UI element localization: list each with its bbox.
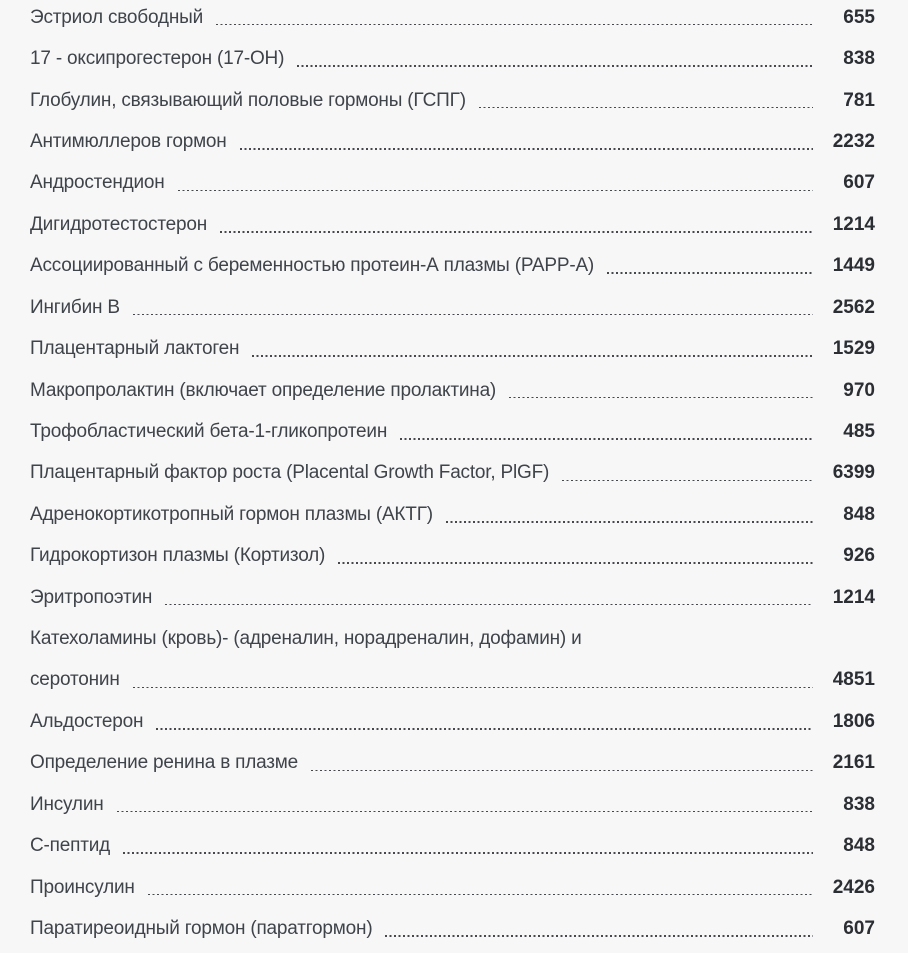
service-name: Ингибин В	[30, 296, 120, 318]
price-list-row	[30, 784, 875, 825]
price-list-row	[30, 287, 875, 328]
service-price: 607	[843, 917, 875, 939]
service-name: Ассоциированный с беременностью протеин-А плазмы (PAPP-A)	[30, 255, 595, 277]
service-price: 6399	[832, 462, 875, 484]
dotted-leader	[216, 24, 813, 26]
price-list-row	[30, 38, 875, 79]
service-name-line2: серотонин	[30, 669, 120, 691]
service-price: 781	[843, 89, 875, 111]
dotted-leader	[311, 770, 813, 772]
price-list-row	[30, 908, 875, 949]
service-name: 17 - оксипрогестерон (17-ОН)	[30, 48, 285, 70]
price-list-row	[30, 370, 875, 411]
service-name: Трофобластический бета-1-гликопротеин	[30, 420, 388, 442]
service-price: 655	[843, 6, 875, 28]
service-name: Плацентарный фактор роста (Placental Growth Factor, PlGF)	[30, 462, 550, 484]
service-name: Эритропоэтин	[30, 586, 153, 608]
service-price: 1449	[832, 255, 875, 277]
price-list-row	[30, 660, 875, 701]
service-price: 838	[843, 48, 875, 70]
service-price: 2562	[832, 296, 875, 318]
service-price: 2161	[832, 752, 875, 774]
service-price: 848	[843, 835, 875, 857]
dotted-leader	[607, 272, 813, 274]
dotted-leader	[385, 935, 813, 937]
dotted-leader	[133, 314, 813, 316]
price-list-row	[30, 701, 875, 742]
price-list-row	[30, 204, 875, 245]
service-name: Дигидротестостерон	[30, 213, 208, 235]
dotted-leader	[240, 148, 813, 150]
price-list-row	[30, 577, 875, 618]
price-list-row	[30, 328, 875, 369]
service-price: 4851	[832, 669, 875, 691]
dotted-leader	[148, 894, 813, 896]
service-name: Андростендион	[30, 172, 165, 194]
service-name: Инсулин	[30, 793, 104, 815]
dotted-leader	[338, 562, 813, 564]
dotted-leader	[509, 397, 813, 399]
dotted-leader	[220, 231, 813, 233]
price-list-row	[30, 411, 875, 452]
service-name: Макропролактин (включает определение пролактина)	[30, 379, 497, 401]
dotted-leader	[479, 107, 813, 109]
price-list-row	[30, 246, 875, 287]
price-list-row	[30, 535, 875, 576]
service-price: 1214	[832, 213, 875, 235]
dotted-leader	[446, 521, 813, 523]
service-name: Определение ренина в плазме	[30, 752, 299, 774]
price-list-row	[30, 80, 875, 121]
price-list-row	[30, 867, 875, 908]
price-list-row	[30, 0, 875, 38]
dotted-leader	[133, 687, 813, 689]
service-price: 2426	[832, 876, 875, 898]
service-name: Антимюллеров гормон	[30, 130, 227, 152]
dotted-leader	[165, 604, 813, 606]
dotted-leader	[123, 852, 813, 854]
price-list-row	[30, 494, 875, 535]
service-price: 2232	[832, 130, 875, 152]
dotted-leader	[252, 355, 813, 357]
price-list-row	[30, 163, 875, 204]
price-list-row	[30, 121, 875, 162]
dotted-leader	[117, 811, 813, 813]
service-price: 1806	[832, 710, 875, 732]
service-name: Гидрокортизон плазмы (Кортизол)	[30, 545, 326, 567]
service-name: Глобулин, связывающий половые гормоны (ГСПГ)	[30, 89, 466, 111]
service-name: Паратиреоидный гормон (паратгормон)	[30, 917, 373, 939]
service-name: Альдостерон	[30, 710, 144, 732]
service-name: Плацентарный лактоген	[30, 338, 240, 360]
service-name: Адренокортикотропный гормон плазмы (АКТГ)	[30, 503, 433, 525]
dotted-leader	[297, 65, 813, 67]
price-list-row-continuation	[30, 618, 875, 659]
dotted-leader	[178, 190, 813, 192]
service-name-line1: Катехоламины (кровь)- (адреналин, норадреналин, дофамин) и	[30, 628, 582, 650]
dotted-leader	[400, 438, 813, 440]
price-list-row	[30, 743, 875, 784]
service-price: 485	[843, 420, 875, 442]
service-price: 970	[843, 379, 875, 401]
dotted-leader	[156, 728, 813, 730]
dotted-leader	[562, 480, 813, 482]
service-name: Эстриол свободный	[30, 6, 203, 28]
service-price: 1529	[832, 338, 875, 360]
service-price: 926	[843, 545, 875, 567]
service-name: Проинсулин	[30, 876, 135, 898]
service-price: 1214	[832, 586, 875, 608]
price-list-row	[30, 453, 875, 494]
service-price: 607	[843, 172, 875, 194]
price-list-row	[30, 825, 875, 866]
service-price: 838	[843, 793, 875, 815]
service-name: С-пептид	[30, 835, 110, 857]
service-price: 848	[843, 503, 875, 525]
